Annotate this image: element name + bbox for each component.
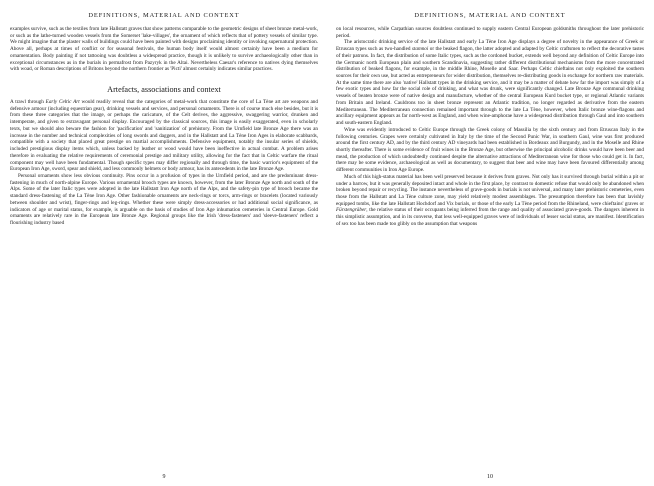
right-paragraph-4-rest: , the relative status of their occupants being inferred from the range and quality of associated grave-goods. The dangers inherent in this simplistic assumption, and in its converse, that less well-equipped graves were of individuals of lesser social status, are manifest. Identification of sex too has been made too glibly on the assumption that weapons xyxy=(336,207,644,227)
section-heading: Artefacts, associations and context xyxy=(107,85,221,95)
left-paragraph-2: Personal ornaments show less obvious continuity. Pins occur in a profusion of types in the Urnfield period, and are the predominant dress-fastening in much of north-alpine Europe. Various ornamental brooch types are known, however, from the later Bronze Age north and south of the Alps. Some of the later Italic types were adopted in the late Hallstatt Iron Age north of the Alps, and the safety-pin type of brooch became the standard dress-fastening of the La Tène Iron Age. Other fashionable ornaments are neck-rings or torcs, arm-rings or bracelets (located variously between shoulder and wrist), finger-rings and leg-rings. Whether these were simply dress-accessories or had additional social significance, as indicators of age or marital status, for example, is arguable on the basis of studies of Iron Age inhumation cemeteries in Central Europe. Gold ornaments are relatively rare in the European late Bronze Age. Regional groups like the Irish 'dress-fasteners' and 'sleeve-fasteners' reflect a flourishing industry based xyxy=(10,172,318,226)
running-head-left: DEFINITIONS, MATERIAL AND CONTEXT xyxy=(88,12,240,19)
book-title-italic: Early Celtic Art xyxy=(45,99,80,106)
right-paragraph-3: Wine was evidently introduced to Celtic Europe through the Greek colony of Massilia by the sixth century and from Etruscan Italy in the following centuries. Grapes were certainly cultivated in Italy by the time of the Second Punic War, in southern Gaul, wine was first produced around the first century AD, and by the third century AD vineyards had been established in Bordeaux and Burgundy, and in the Moselle and Rhine shortly thereafter. There is some evidence of fruit wines in the Bronze Age, but otherwise the principal alcoholic drinks would have been beer and mead, the production of which undoubtedly continued despite the alternative attractions of Mediterranean wine for those who could get it. In fact, there may be some evidence, archaeological as well as documentary, to suggest that beer and wine may have been favoured differentially among different communities in Iron Age Europe. xyxy=(336,126,644,174)
left-paragraph-1 xyxy=(10,99,318,173)
left-intro-paragraph: examples survive, such as the textiles from late Hallstatt graves that show patterns comparable to the geometric designs of sheet bronze metal-work, or such as the lathe-turned wooden vessels from the Somerset 'lake-villages', the ornament of which reflects that of pottery vessels of similar type. We might imagine that the plaster walls of buildings could have been painted with designs proclaiming identity or invoking supernatural protection. Above all, perhaps at times of conflict or for seasonal festivals, the human body itself would almost certainly have been a medium for ornamentation. Body painting if not tattooing was doubtless a widespread practice, though it is unlikely to survive archaeologically other than in exceptional circumstances as in the burials in permafrost from Pazyryk in the Altai. Nevertheless Caesar's reference to natives dying themselves with woad, or Roman descriptions of Britons beyond the northern frontier as 'Picti' almost certainly indicates similar practices. xyxy=(10,26,318,73)
left-page-body xyxy=(10,26,318,227)
right-paragraph-2 xyxy=(336,39,644,126)
right-paragraph-1: on local resources, while Carpathian sources doubtless continued to supply eastern Central European goldsmiths throughout the later prehistoric period. xyxy=(336,26,644,39)
right-paragraph-4 xyxy=(336,174,644,228)
left-paragraph-1-start: A trawl through xyxy=(10,99,46,106)
stamnoi-italic: stamnoi xyxy=(411,46,429,53)
page-number-left: 9 xyxy=(162,474,166,480)
right-paragraph-4-start: Much of this high-status material has been well preserved because it derives from graves. Not only has it survived through burial within a pit or under a barrow, but it was generally deposited intact and whole in the first place, by contrast to domestic refuse that would only be abandoned when broken beyond repair or recycling. The instance nevertheless of grave-goods in burials is not universal, and many later prehistoric cemeteries, even those from the Hallstatt and La Tène culture zone, may yield relatively modest assemblages. The presumption therefore has been that lavishly equipped tombs, like the late Hallstatt Hochdorf and Vix burials, or those of the early La Tène period from the Rhineland, were chieftains' graves or xyxy=(336,173,644,207)
right-page-body xyxy=(336,26,644,228)
left-page xyxy=(10,0,318,486)
right-paragraph-2-start: The aristocratic drinking service of the late Hallstatt and early La Tène Iron Age displays a degree of novelty in the appearance of Greek or Etruscan types such as two-handled xyxy=(336,39,644,53)
running-head-right: DEFINITIONS, MATERIAL AND CONTEXT xyxy=(414,12,566,19)
left-paragraph-1-rest: would readily reveal that the categories of metal-work that constitute the core of La Tène art are weapons and defensive armour (including equestrian gear), drinking vessels and services, and personal ornaments. There is of course much else besides, but it is from these three categories that the image, or perhaps the caricature, of the Celt derives, the aggressive, swaggering warrior, drunken and intemperate, and given to extravagant personal display. Encouraged by the classical sources, this image is easily exaggerated, even in scholarly texts, but we should also beware the fashion for 'pacification' and 'sanitization' of prehistory. From the Urnfield late Bronze Age there was an increase in the number and technical complexities of long swords and daggers, and in the Hallstatt and La Tène Iron Ages in elaborate scabbards, compatible with a society that placed great prestige on martial accomplishments. Defensive equipment, notably the insular series of shields, included prestigious display items which, unless backed by leather or wood would have been ineffective in actual combat. A problem arises therefore in evaluating the relative requirements of ceremonial prestige and military utility, allowing for the fact that in Celtic warfare the ritual component may well have been fundamental. Though specific types may differ regionally and through time, the basic warrior's equipment of the European Iron Age, sword, spear and shield, and less commonly helmets or body armour, has its antecedents in the late Bronze Age. xyxy=(10,99,318,173)
furstengraber-italic: Fürstengräber xyxy=(336,207,367,214)
right-page xyxy=(336,0,644,486)
page-number-right: 10 xyxy=(487,474,493,480)
right-paragraph-2-rest: or the beaked flagon, the latter adopted and adapted by Celtic craftsmen to reflect the decorative tastes of their patrons. In fact, the distribution of some Italic types, such as the cordoned bucket, extends well beyond any definition of Celtic Europe into the Germanic north European plain and southern Scandinavia, suggesting rather different distributional mechanisms from the more concentrated distribution of beaked flagons, for example, in the middle Rhine, Moselle and Saar. Perhaps Celtic chieftains not only exploited the southern sources for their own use, but acted as entrepreneurs for wider distribution, themselves re-distributing goods in exchange for northern raw materials. At the same time there are also 'native' Hallstatt types in the drinking service, and it may be a matter of debate how far the import was simply of a few exotic types and how far the social role of drinking, and what was drunk, were significantly changed. Late Bronze Age communal drinking vessels of beaten bronze were of native design and manufacture, whether of the central European Kurd bucket type, or regional Atlantic variants from Britain and Ireland. Cauldrons too in sheet bronze represent an Atlantic tradition, no longer regarded as derivative from the eastern Mediterranean. The Mediterranean connection remained important through to the late La Tène, however, when Italic bronze wine-flagons and ancillary equipment appears as far north-west as England, and when wine-amphorae have a widespread distribution through Gaul and into southern and south-eastern England. xyxy=(336,46,645,127)
